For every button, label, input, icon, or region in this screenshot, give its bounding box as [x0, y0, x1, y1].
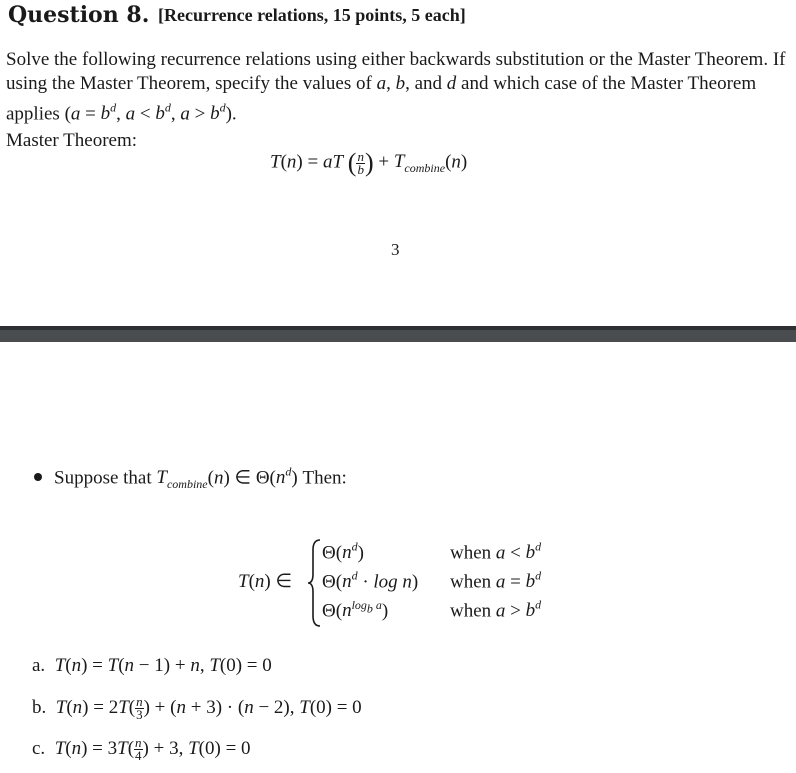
- case-expr-3: $\Theta(n^{log_b a})$: [322, 598, 389, 622]
- page-number: 3: [391, 240, 400, 259]
- case-expr-2: $\Theta(n^d \cdot \log n)$: [322, 569, 419, 593]
- master-theorem-label: Master Theorem:: [6, 130, 138, 151]
- instructions: Solve the following recurrence relations using either backwards substitution or the Master Theorem. If using the Master Theorem, specify the values of a, b, and d and which case of the Master Theorem applies ($a = b^d$, $a < b^d$, $a > b^d$).: [6, 49, 786, 125]
- page-divider: [0, 326, 796, 342]
- cases-lhs: T(n) ∈: [238, 571, 293, 592]
- question-title: Question 8.: [8, 2, 150, 28]
- item-c: c. T(n) = 3T( $\frac{n}{4}$ ) + 3, T(0) = 0: [32, 735, 251, 763]
- cases-brace: [306, 538, 322, 628]
- item-a: a. T(n) = T(n − 1) + n, T(0) = 0: [32, 655, 272, 676]
- case-cond-3: when $a > b^d$: [450, 598, 542, 622]
- case-cond-1: when $a < b^d$: [450, 540, 542, 564]
- case-expr-1: $\Theta(n^d)$: [322, 540, 364, 564]
- bullet-condition: Suppose that $T_{combine}(n)$ ∈ $\Theta(n^d)$ Then:: [34, 465, 347, 492]
- master-theorem-formula: T(n) = aT ( $\frac{n}{b}$ ) + $T_{combine}(n)$: [270, 148, 468, 177]
- case-cond-2: when $a = b^d$: [450, 569, 542, 593]
- formula-fraction: $\frac{n}{b}$: [357, 148, 364, 177]
- item-b: b. T(n) = 2T( $\frac{n}{3}$ ) + (n + 3) · (n − 2), T(0) = 0: [32, 694, 362, 722]
- question-points: [Recurrence relations, 15 points, 5 each]: [158, 5, 466, 25]
- bullet-dot-icon: [34, 473, 42, 481]
